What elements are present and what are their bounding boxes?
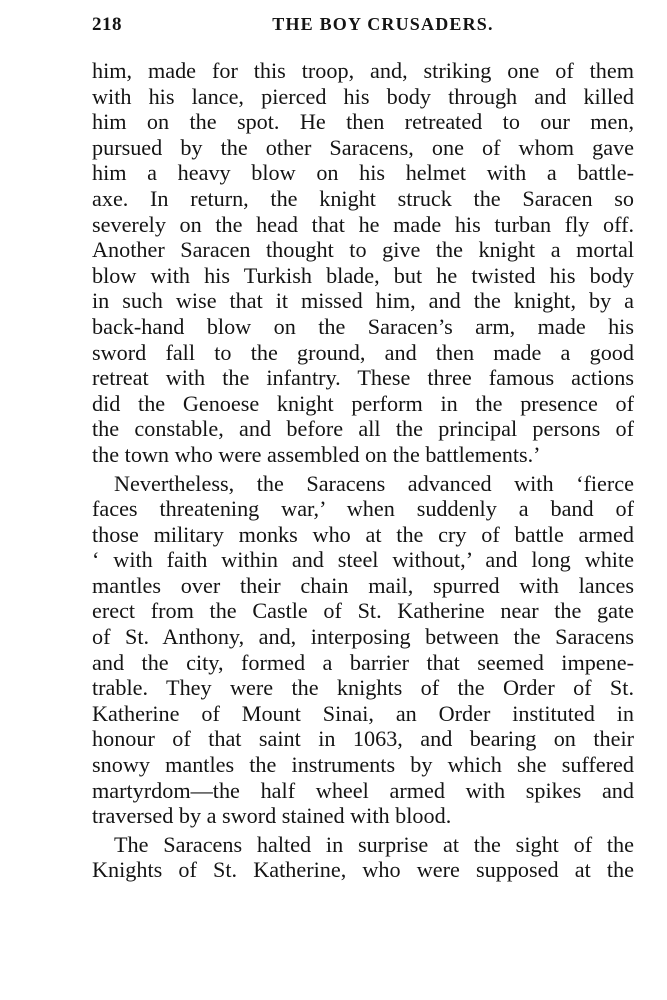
text-line: him a heavy blow on his helmet with a battle- [92,160,634,186]
text-line: blow with his Turkish blade, but he twisted his body [92,262,634,288]
text-line: in such wise that it missed him, and the knight, by a [92,288,634,314]
text-line: Another Saracen thought to give the knight a mortal [92,237,634,263]
text-line: Katherine of Mount Sinai, an Order instituted in [92,700,634,726]
text-line: sword fall to the ground, and then made a good [92,339,634,365]
text-line: pursued by the other Saracens, one of whom gave [92,134,634,160]
text-line: him on the spot. He then retreated to our men, [92,109,634,135]
text-line: those military monks who at the cry of battle armed [92,521,634,547]
text-line: mantles over their chain mail, spurred with lances [92,572,634,598]
text-line: with his lance, pierced his body through and killed [92,83,634,109]
text-line: back-hand blow on the Saracen’s arm, made his [92,313,634,339]
text-line: did the Genoese knight perform in the presence of [92,390,634,416]
page-number: 218 [92,14,122,35]
text-line: snowy mantles the instruments by which she suffered [92,752,634,778]
paragraph [92,471,634,829]
text-line: ‘ with faith within and steel without,’ and long white [92,547,634,573]
text-line: of St. Anthony, and, interposing between the Saracens [92,624,634,650]
text-line: honour of that saint in 1063, and bearing on their [92,726,634,752]
paragraph [92,58,634,468]
text-line: severely on the head that he made his turban fly off. [92,211,634,237]
text-line: martyrdom—the half wheel armed with spikes and [92,777,634,803]
running-title: THE BOY CRUSADERS. [272,14,494,34]
text-line: him, made for this troop, and, striking one of them [92,58,634,83]
text-line: Knights of St. Katherine, who were supposed at the [92,857,634,883]
text-line: Nevertheless, the Saracens advanced with ‘fierce [114,470,634,496]
body-text [92,58,634,883]
text-line: faces threatening war,’ when suddenly a band of [92,496,634,522]
text-line: axe. In return, the knight struck the Saracen so [92,185,634,211]
paragraph [92,832,634,883]
text-line: trable. They were the knights of the Order of St. [92,675,634,701]
text-line: erect from the Castle of St. Katherine near the gate [92,598,634,624]
text-line: the constable, and before all the principal persons of [92,416,634,442]
running-head [92,14,634,44]
text-line: retreat with the infantry. These three famous actions [92,365,634,391]
text-line: The Saracens halted in surprise at the sight of the [114,831,634,857]
text-line: traversed by a sword stained with blood. [92,803,452,829]
text-line: the town who were assembled on the battlements.’ [92,441,541,467]
text-line: and the city, formed a barrier that seemed impene- [92,649,634,675]
